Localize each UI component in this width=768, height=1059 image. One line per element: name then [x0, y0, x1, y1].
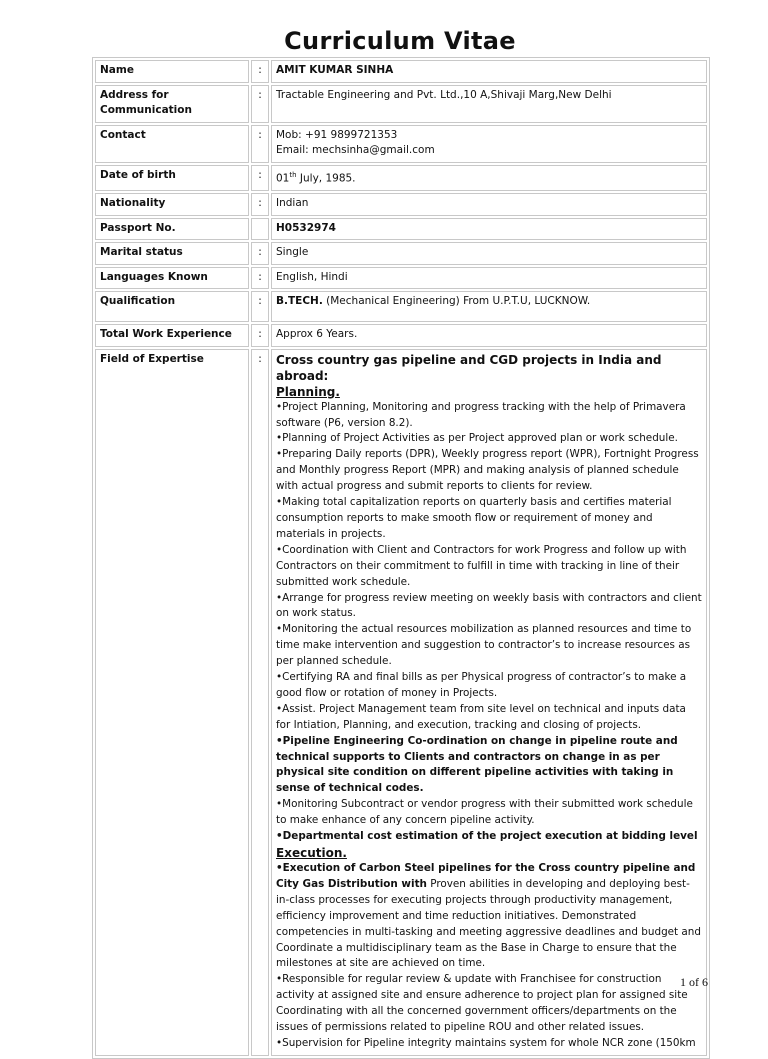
list-item: •Coordination with Client and Contractors for work Progress and follow up with Contractors on their commitment to fulfill in time with tracking in line of their submitted work schedule.	[276, 543, 687, 588]
table-row	[95, 242, 707, 265]
list-item: •Planning of Project Activities as per Project approved plan or work schedule.	[276, 432, 678, 445]
list-item: •Making total capitalization reports on quarterly basis and certifies material consumption reports to make smooth flow or requirement of money and materials in projects.	[276, 496, 672, 540]
colon-empty	[251, 218, 269, 241]
address-label: Address for Communication	[95, 85, 249, 123]
execution-subheading: Execution.	[276, 846, 347, 860]
list-item: •Arrange for progress review meeting on weekly basis with contractors and client on work status.	[276, 591, 702, 620]
cv-table	[92, 57, 710, 1059]
name-value: AMIT KUMAR SINHA	[271, 60, 707, 83]
table-row	[95, 60, 707, 83]
qualification-label: Qualification	[95, 291, 249, 322]
name-label: Name	[95, 60, 249, 83]
degree: B.TECH.	[276, 295, 323, 308]
nationality-value: Indian	[271, 193, 707, 216]
page-title: Curriculum Vitae	[284, 27, 516, 55]
list-item: •Certifying RA and final bills as per Physical progress of contractor’s to make a good flow or rotation of money in Projects.	[276, 671, 687, 699]
table-row	[95, 165, 707, 191]
table-row	[95, 218, 707, 241]
dob-label: Date of birth	[95, 165, 249, 191]
languages-value: English, Hindi	[271, 267, 707, 290]
dob-rest: July, 1985.	[296, 172, 356, 185]
expertise-value	[271, 349, 707, 1056]
passport-label: Passport No.	[95, 218, 249, 241]
engineering-list	[276, 734, 702, 798]
expertise-label: Field of Expertise	[95, 349, 249, 1056]
colon: :	[251, 291, 269, 322]
contact-label: Contact	[95, 125, 249, 163]
table-row	[95, 85, 707, 123]
planning-subheading: Planning.	[276, 384, 340, 399]
list-item: •Project Planning, Monitoring and progress tracking with the help of Primavera software (P6, version 8.2).	[276, 400, 686, 429]
table-row	[95, 193, 707, 216]
colon: :	[251, 125, 269, 163]
colon: :	[251, 193, 269, 216]
qualification-value	[271, 291, 707, 322]
colon: :	[251, 324, 269, 347]
marital-value: Single	[271, 242, 707, 265]
table-row	[95, 349, 707, 1056]
colon: :	[251, 242, 269, 265]
list-item: •Responsible for regular review & update with Franchisee for construction activity at assigned site and ensure adherence to project plan for assigned site Coordinating with all the concerned government officers/departments on the issues of permissions related to pipeline ROU and other related issues.	[276, 973, 688, 1034]
page-number: 1 of 6	[680, 975, 708, 989]
execution-detail: Proven abilities in developing and deploying best-in-class processes for executing projects through productivity management, efficiency improvement and time reduction initiatives. Demonstrated competencies in multi-tasking and meeting aggressive deadlines and budget and Coordinate a multidisciplinary team as the Base in Charge to ensure that the milestones at site are achieved on time.	[276, 877, 701, 970]
table-row	[95, 324, 707, 347]
list-item: •Pipeline Engineering Co-ordination on change in pipeline route and technical supports to Clients and contractors on change in as per physical site condition on different pipeline activities with taking in sense of technical codes.	[276, 734, 678, 795]
list-item	[276, 861, 702, 972]
execution-lead: •Execution of Carbon Steel pipelines for the Cross country pipeline and City Gas Distribution with	[276, 862, 696, 890]
planning-list	[276, 400, 702, 734]
experience-label: Total Work Experience	[95, 324, 249, 347]
dob-value	[271, 165, 707, 191]
address-value: Tractable Engineering and Pvt. Ltd.,10 A,Shivaji Marg,New Delhi	[271, 85, 707, 123]
nationality-label: Nationality	[95, 193, 249, 216]
list-item: •Monitoring Subcontract or vendor progress with their submitted work schedule to make enhance of any concern pipeline activity.	[276, 798, 693, 827]
mobile-number: Mob: +91 9899721353	[276, 128, 398, 141]
table-row	[95, 291, 707, 322]
table-row	[95, 267, 707, 290]
marital-label: Marital status	[95, 242, 249, 265]
expertise-heading: Cross country gas pipeline and CGD projects in India and abroad:	[276, 352, 662, 383]
passport-value: H0532974	[271, 218, 707, 241]
list-item: •Assist. Project Management team from site level on technical and inputs data for Intiation, Planning, and execution, tracking and closing of projects.	[276, 702, 686, 731]
list-item: •Preparing Daily reports (DPR), Weekly progress report (WPR), Fortnight Progress and Monthly progress Report (MPR) and making analysis of planned schedule with actual progress and submit reports to clients for review.	[276, 448, 699, 493]
dob-suffix: th	[289, 170, 297, 179]
colon: :	[251, 349, 269, 1056]
email-address: Email: mechsinha@gmail.com	[276, 144, 435, 157]
dob-day: 01	[276, 172, 290, 185]
experience-value: Approx 6 Years.	[271, 324, 707, 347]
degree-detail: (Mechanical Engineering) From U.P.T.U, LUCKNOW.	[322, 295, 591, 308]
colon: :	[251, 60, 269, 83]
contact-value	[271, 125, 707, 163]
list-item: •Monitoring the actual resources mobilization as planned resources and time to time make intervention and suggestion to contractor’s to increase resources as per planned schedule.	[276, 623, 692, 668]
colon: :	[251, 165, 269, 191]
colon: :	[251, 267, 269, 290]
languages-label: Languages Known	[95, 267, 249, 290]
table-row	[95, 125, 707, 163]
list-item: •Supervision for Pipeline integrity maintains system for whole NCR zone (150km	[276, 1036, 696, 1049]
colon: :	[251, 85, 269, 123]
list-item: •Departmental cost estimation of the project execution at bidding level	[276, 830, 698, 843]
